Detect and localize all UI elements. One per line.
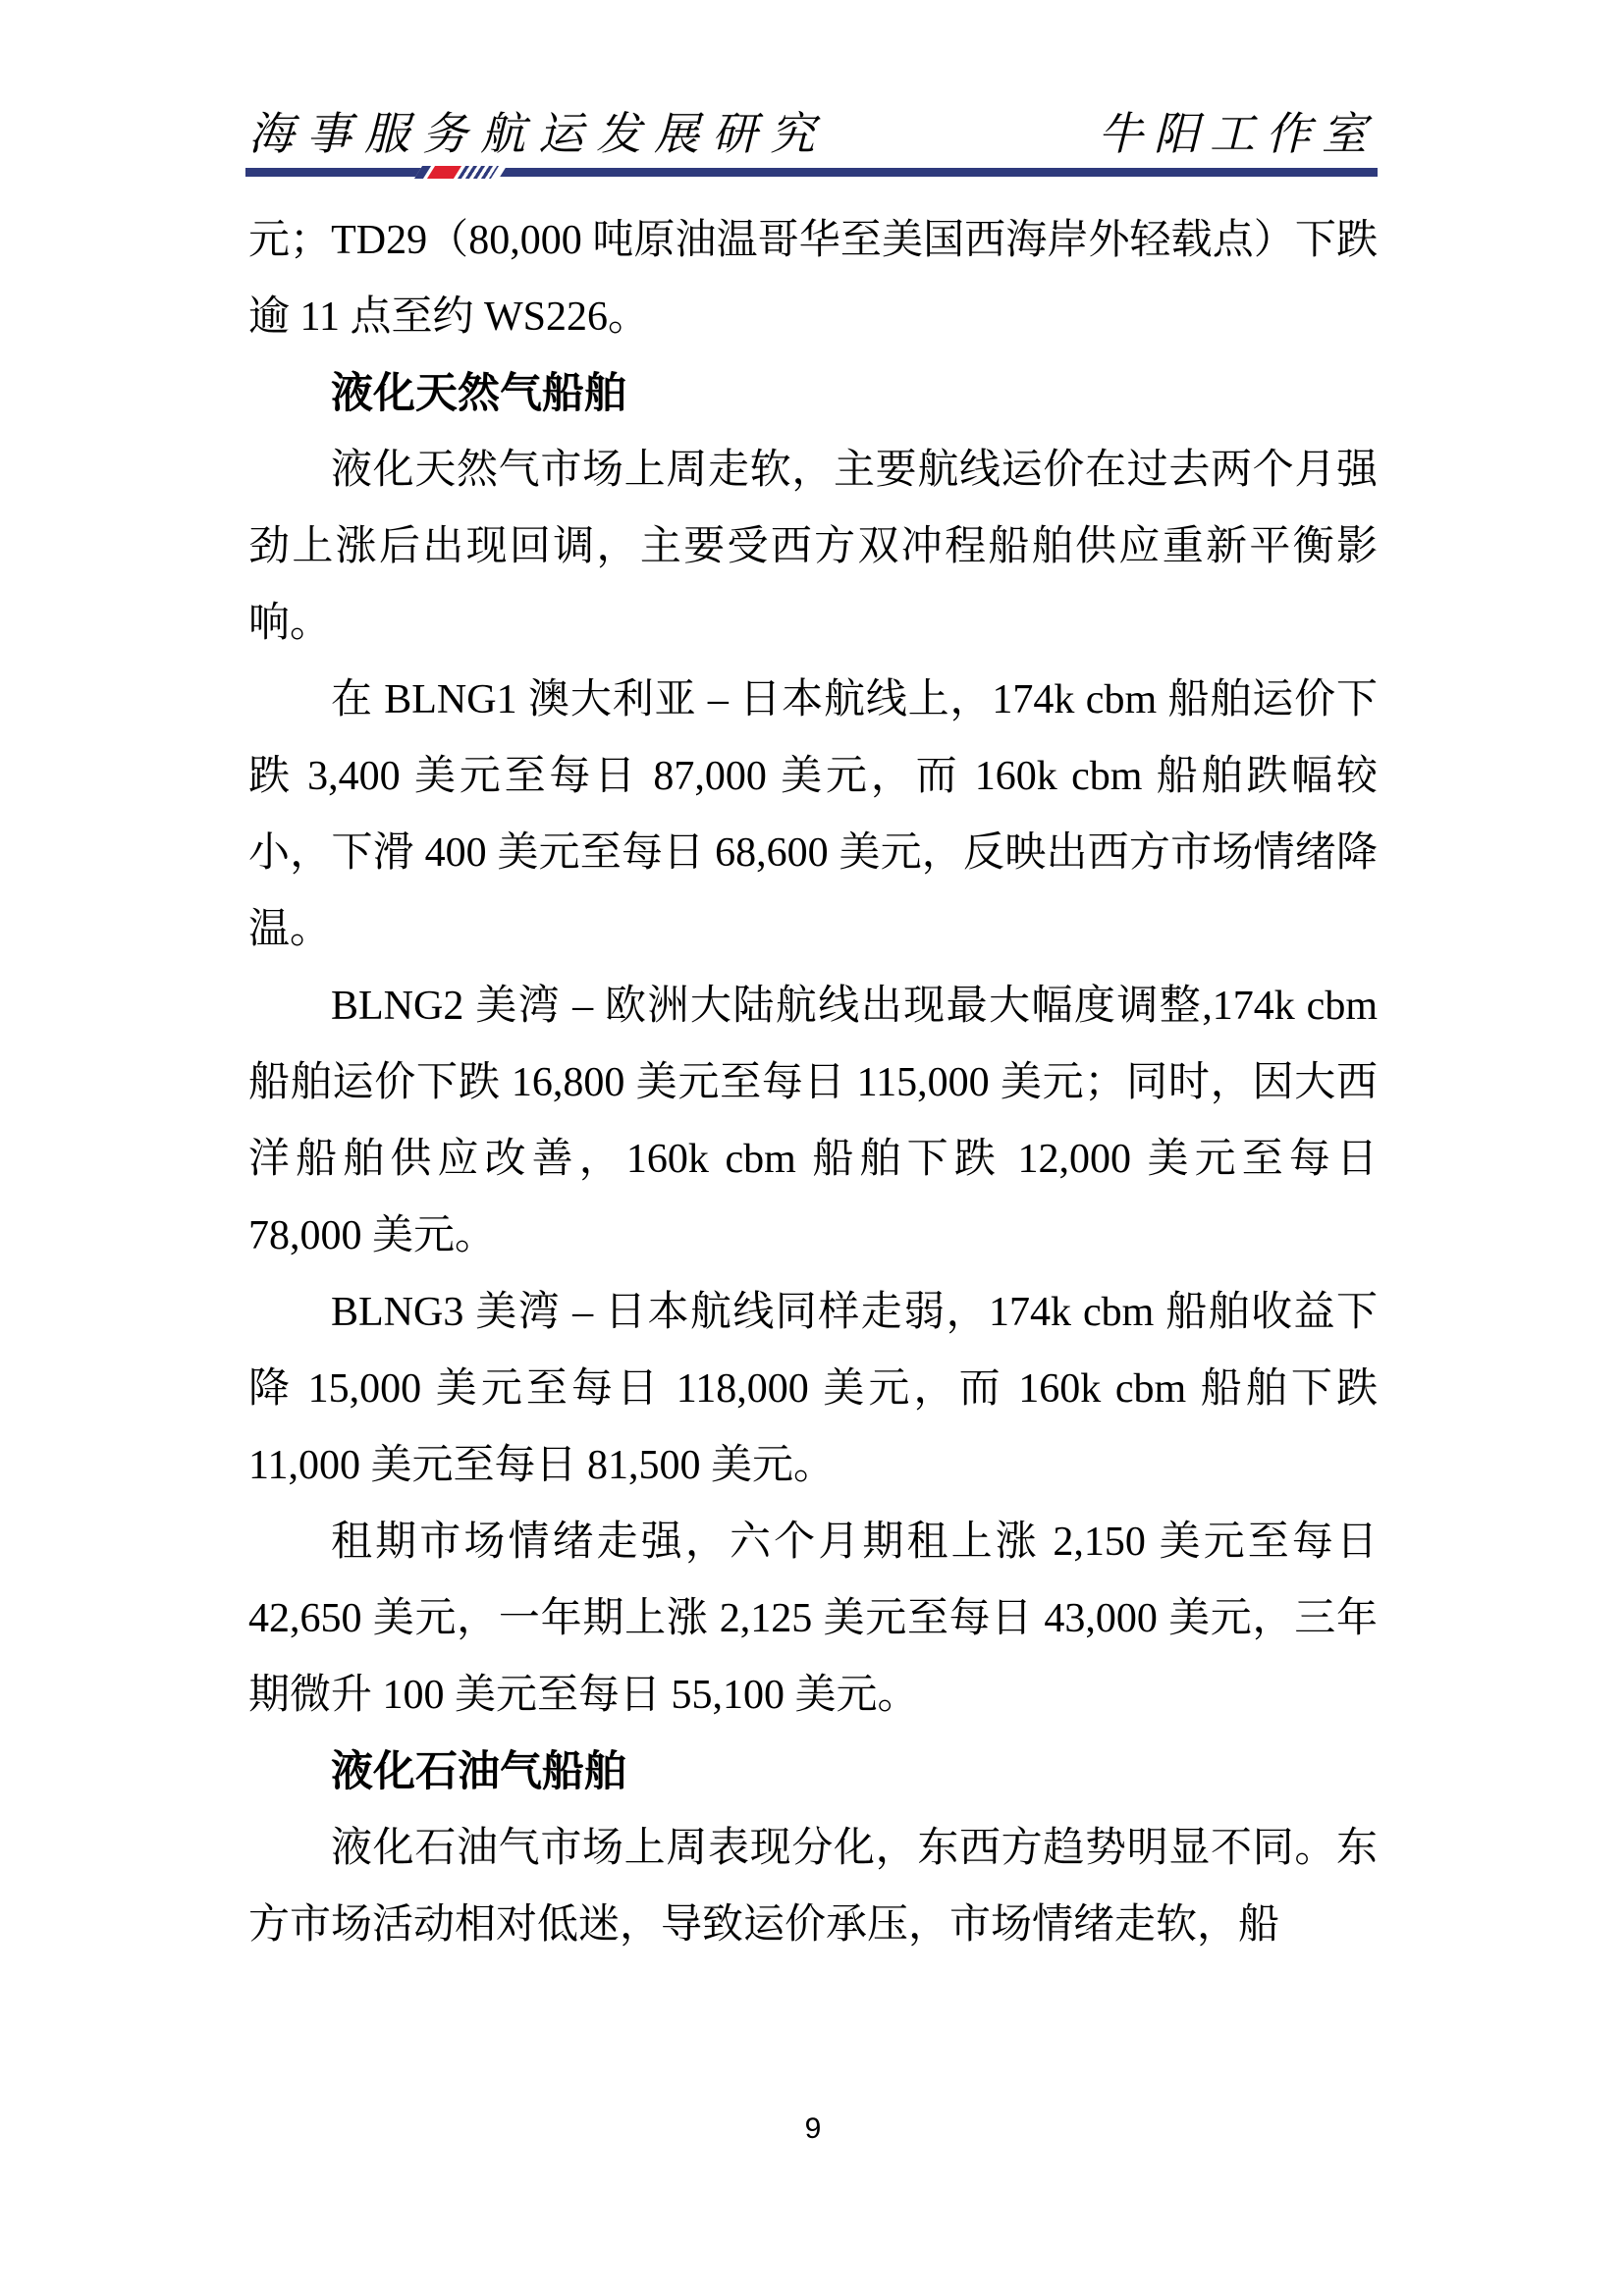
paragraph: BLNG2 美湾 – 欧洲大陆航线出现最大幅度调整,174k cbm 船舶运价下跌 16,800 美元至每日 115,000 美元；同时，因大西洋船舶供应改善，160k cbm 船舶下跌 12,000 美元至每日 78,000 美元。 — [248, 984, 1378, 1258]
rule-decoration — [414, 166, 507, 179]
header-right-title: 牛阳工作室 — [1098, 107, 1378, 160]
document-body — [248, 202, 1378, 1963]
paragraph: 液化天然气市场上周走软，主要航线运价在过去两个月强劲上涨后出现回调，主要受西方双冲程船舶供应重新平衡影响。 — [248, 448, 1378, 646]
header-left-title: 海事服务航运发展研究 — [248, 107, 828, 160]
section-heading: 液化天然气船舶 — [331, 370, 626, 417]
section-heading: 液化石油气船舶 — [331, 1748, 626, 1795]
header-rule — [245, 168, 1378, 177]
paragraph: 液化石油气市场上周表现分化，东西方趋势明显不同。东方市场活动相对低迷，导致运价承压，市场情绪走软，船 — [248, 1826, 1378, 1948]
paragraph: BLNG3 美湾 – 日本航线同样走弱，174k cbm 船舶收益下降 15,000 美元至每日 118,000 美元，而 160k cbm 船舶下跌 11,000 美元至每日 81,500 美元。 — [248, 1290, 1378, 1488]
paragraph: 在 BLNG1 澳大利亚 – 日本航线上，174k cbm 船舶运价下跌 3,400 美元至每日 87,000 美元，而 160k cbm 船舶跌幅较小，下滑 400 美元至每日 68,600 美元，反映出西方市场情绪降温。 — [248, 677, 1378, 952]
rule-diagonal-stripes — [458, 166, 499, 179]
paragraph: 租期市场情绪走强，六个月期租上涨 2,150 美元至每日 42,650 美元，一年期上涨 2,125 美元至每日 43,000 美元，三年期微升 100 美元至每日 55,100 美元。 — [248, 1520, 1378, 1718]
paragraph: 元；TD29（80,000 吨原油温哥华至美国西海岸外轻载点）下跌逾 11 点至约 WS226。 — [248, 218, 1378, 340]
rule-red-parallelogram — [427, 166, 461, 179]
page-header — [248, 98, 1378, 163]
page-footer — [248, 2112, 1378, 2146]
page-number: 9 — [804, 2112, 822, 2145]
